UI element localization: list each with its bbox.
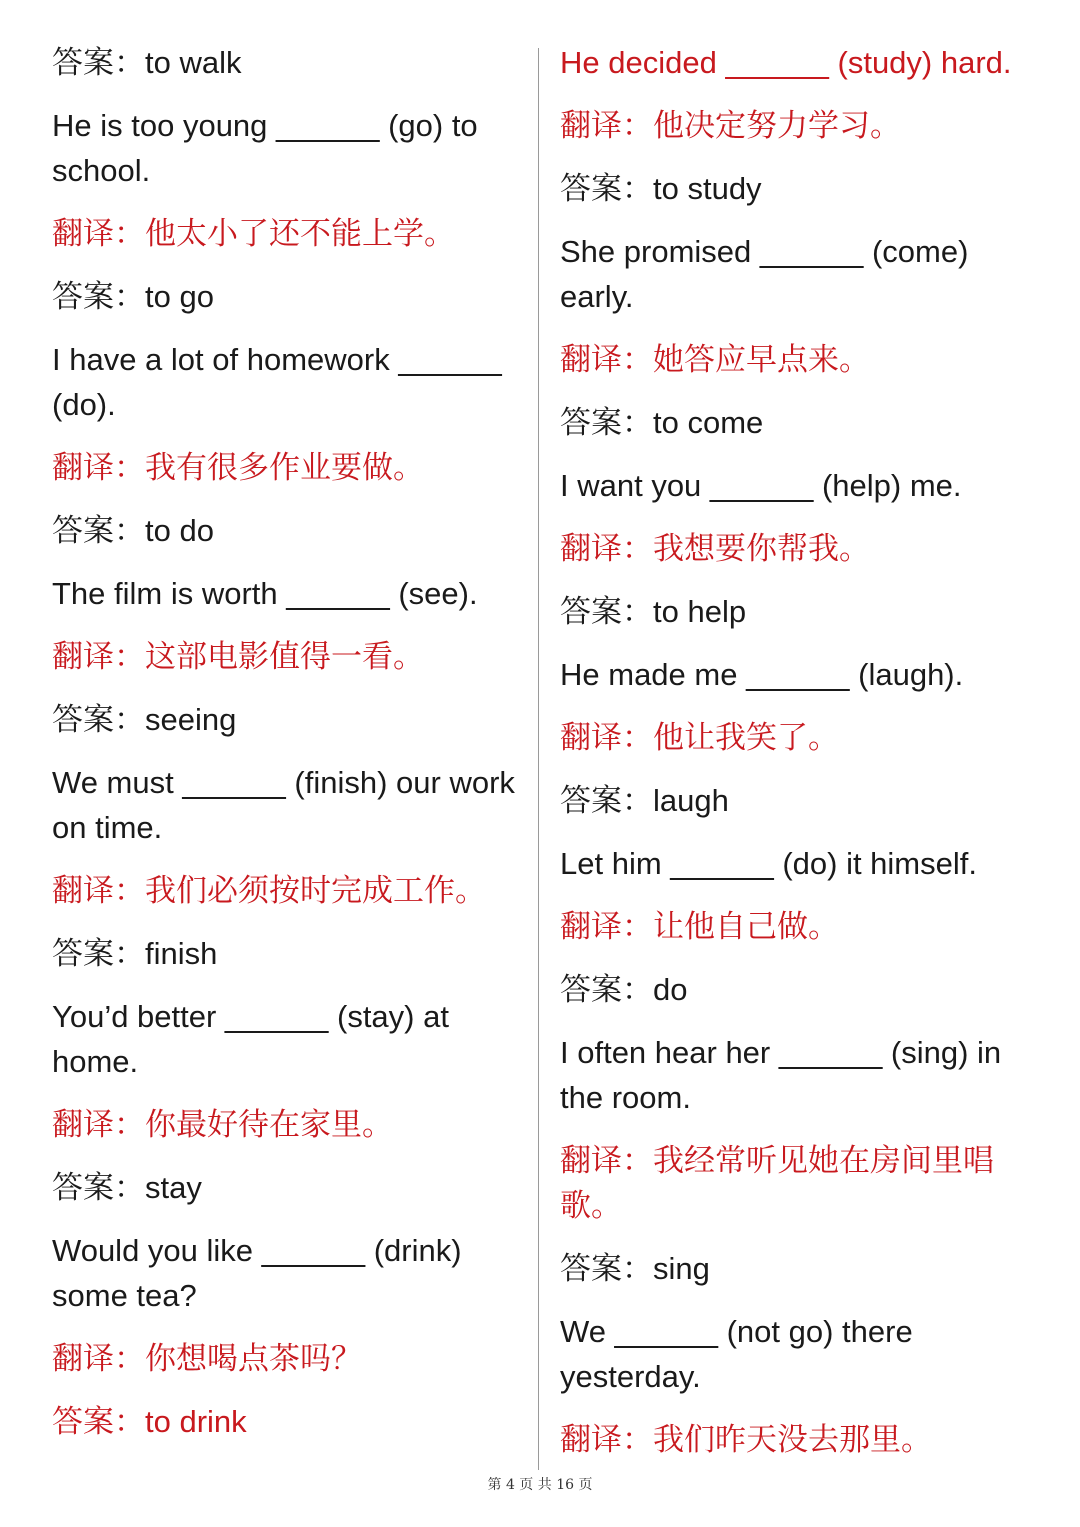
left-column [52, 40, 522, 1444]
question-line: The film is worth ______ (see). [52, 576, 478, 611]
translation-line: 翻译：我有很多作业要做。 [52, 450, 424, 485]
answer-line: 答案：laugh [560, 783, 729, 818]
question-line: He is too young ______ (go) to school. [52, 108, 487, 188]
question-line: I often hear her ______ (sing) in the room. [560, 1035, 1010, 1115]
translation-line: 翻译：我想要你帮我。 [560, 531, 870, 566]
question-line: Let him ______ (do) it himself. [560, 846, 977, 881]
answer-line: 答案：finish [52, 936, 218, 971]
question-line: I want you ______ (help) me. [560, 468, 962, 503]
translation-line: 翻译：你想喝点茶吗？ [52, 1341, 362, 1376]
answer-line: 答案：to walk [52, 45, 242, 80]
question-line: We must ______ (finish) our work on time. [52, 765, 524, 845]
translation-line: 翻译：他太小了还不能上学。 [52, 216, 455, 251]
answer-line: 答案：to come [560, 405, 764, 440]
question-line: He made me ______ (laugh). [560, 657, 964, 692]
translation-line: 翻译：让他自己做。 [560, 909, 839, 944]
answer-line: 答案：stay [52, 1170, 202, 1205]
answer-line: 答案：to do [52, 513, 214, 548]
answer-line: 答案：sing [560, 1251, 710, 1286]
translation-line: 翻译：她答应早点来。 [560, 342, 870, 377]
answer-line: 答案：to study [560, 171, 762, 206]
translation-line: 翻译：我经常听见她在房间里唱歌。 [560, 1143, 994, 1223]
answer-line: 答案：to drink [52, 1404, 247, 1439]
right-column [560, 40, 1050, 1462]
question-line: She promised ______ (come) early. [560, 234, 978, 314]
question-line: Would you like ______ (drink) some tea? [52, 1233, 471, 1313]
question-line: He decided ______ (study) hard. [560, 45, 1012, 80]
question-line: You’d better ______ (stay) at home. [52, 999, 458, 1079]
answer-line: 答案：to help [560, 594, 747, 629]
question-line: We ______ (not go) there yesterday. [560, 1314, 922, 1394]
answer-line: 答案：seeing [52, 702, 237, 737]
translation-line: 翻译：他决定努力学习。 [560, 108, 901, 143]
page-footer: 第 4 页 共 16 页 [487, 1477, 593, 1493]
answer-line: 答案：do [560, 972, 688, 1007]
translation-line: 翻译：我们昨天没去那里。 [560, 1422, 932, 1457]
column-divider [538, 48, 539, 1470]
translation-line: 翻译：他让我笑了。 [560, 720, 839, 755]
question-line: I have a lot of homework ______ (do). [52, 342, 511, 422]
translation-line: 翻译：这部电影值得一看。 [52, 639, 424, 674]
answer-line: 答案：to go [52, 279, 214, 314]
translation-line: 翻译：我们必须按时完成工作。 [52, 873, 486, 908]
translation-line: 翻译：你最好待在家里。 [52, 1107, 393, 1142]
